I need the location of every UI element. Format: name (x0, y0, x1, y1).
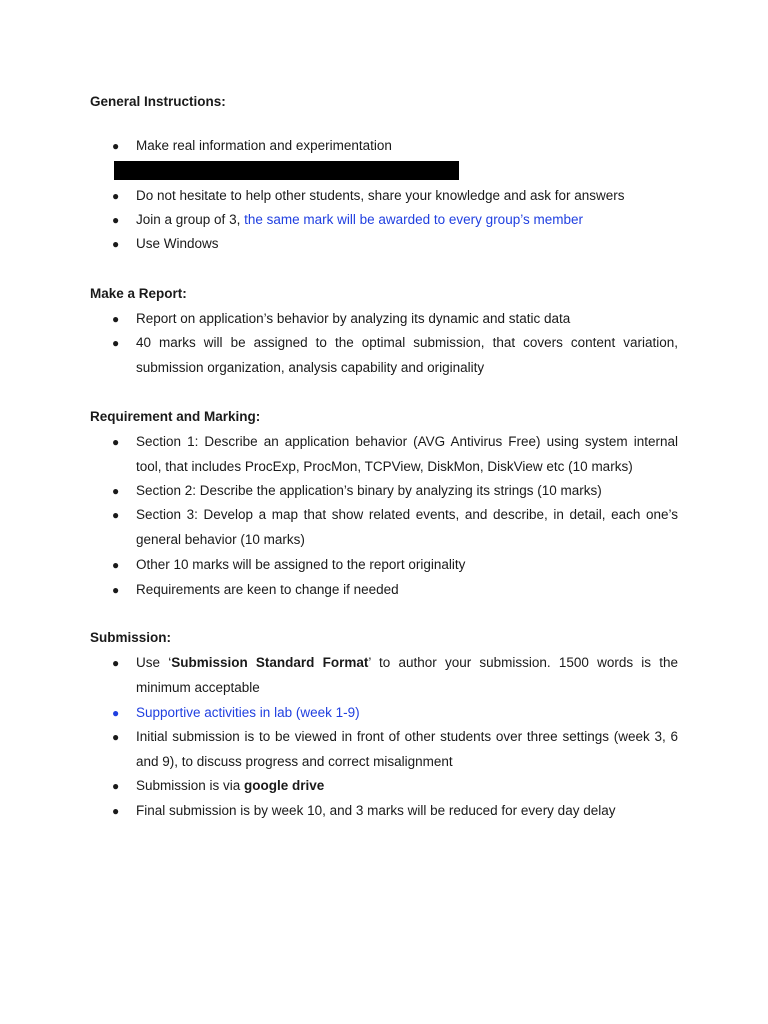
bullet-icon: ● (112, 730, 120, 744)
list-item: ● Initial submission is to be viewed in front of other students over three settings (week 3, 6 and 9), to discuss progress and correct misalignment (112, 725, 678, 774)
list-item: ● Section 3: Develop a map that show related events, and describe, in detail, each one’s general behavior (10 marks) (112, 503, 678, 552)
general-instructions-heading: General Instructions: (90, 94, 226, 109)
list-item: ● Make real information and experimentation (112, 134, 678, 159)
bold-text: Submission Standard Format (171, 655, 369, 670)
requirement-marking-heading: Requirement and Marking: (90, 409, 261, 424)
bullet-icon: ● (112, 779, 120, 793)
list-item: ● Use ‘Submission Standard Format’ to author your submission. 1500 words is the minimum acceptable (112, 651, 678, 700)
bullet-icon: ● (112, 139, 120, 153)
bullet-icon: ● (112, 558, 120, 572)
list-item: ● Final submission is by week 10, and 3 marks will be reduced for every day delay (112, 799, 678, 824)
bullet-icon: ● (112, 312, 120, 326)
bullet-icon: ● (112, 583, 120, 597)
make-report-heading: Make a Report: (90, 286, 187, 301)
list-item: ● 40 marks will be assigned to the optimal submission, that covers content variation, submission organization, analysis capability and originality (112, 331, 678, 380)
bullet-icon: ● (112, 656, 120, 670)
list-item: ● Supportive activities in lab (week 1-9) (112, 701, 678, 726)
bullet-icon: ● (112, 189, 120, 203)
list-item: ● Do not hesitate to help other students, share your knowledge and ask for answers (112, 184, 678, 209)
highlighted-text: the same mark will be awarded to every group’s member (244, 212, 583, 227)
list-item: ● Section 1: Describe an application behavior (AVG Antivirus Free) using system internal tool, that includes ProcExp, ProcMon, TCPView, DiskMon, DiskView etc (10 marks) (112, 430, 678, 479)
bullet-icon: ● (112, 435, 120, 449)
submission-heading: Submission: (90, 630, 172, 645)
bullet-icon: ● (112, 213, 120, 227)
bullet-icon: ● (112, 336, 120, 350)
list-item: ● Use Windows (112, 232, 678, 257)
bullet-icon: ● (112, 508, 120, 522)
list-item: ● Join a group of 3, the same mark will be awarded to every group’s member (112, 208, 678, 233)
list-item: ● Requirements are keen to change if needed (112, 578, 678, 603)
list-item: ● Submission is via google drive (112, 774, 678, 799)
list-item: ● Section 2: Describe the application’s binary by analyzing its strings (10 marks) (112, 479, 678, 504)
bold-text: google drive (244, 778, 325, 793)
bullet-icon: ● (112, 484, 120, 498)
bullet-icon: ● (112, 237, 120, 251)
bullet-icon: ● (112, 706, 120, 720)
list-item: ● Other 10 marks will be assigned to the report originality (112, 553, 678, 578)
list-item: ● Report on application’s behavior by analyzing its dynamic and static data (112, 307, 678, 332)
redaction-bar (114, 161, 459, 180)
bullet-icon: ● (112, 804, 120, 818)
